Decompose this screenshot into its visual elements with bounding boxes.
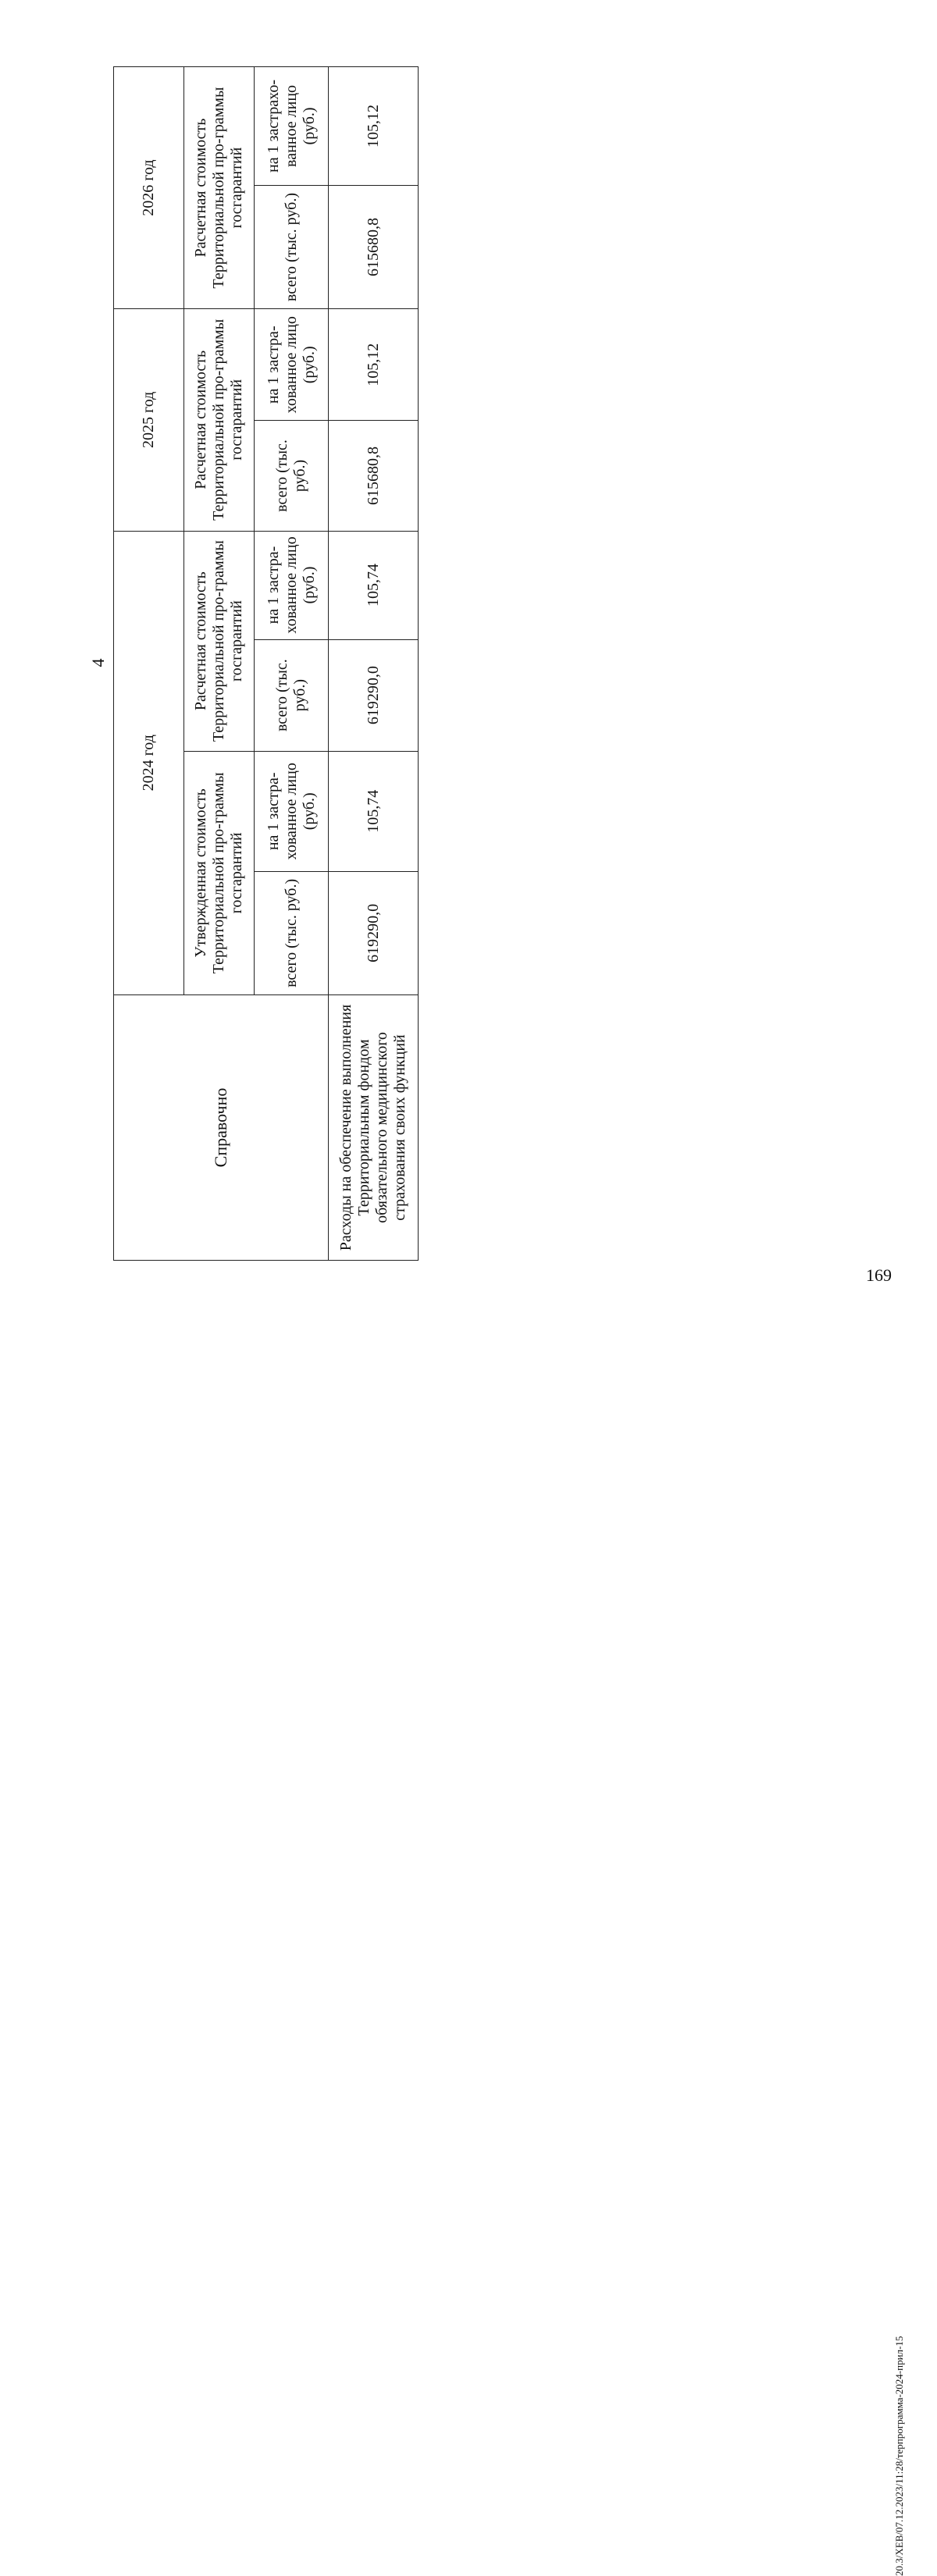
col-per-person-2025: на 1 застра-хованное лицо (руб.) bbox=[255, 308, 329, 420]
value-2024-estimated-per: 105,74 bbox=[329, 531, 419, 639]
row-label: Расходы на обеспечение выполнения Территориальным фондом обязательного медицинского страхования своих функций bbox=[329, 994, 419, 1260]
year-2025-header: 2025 год bbox=[114, 308, 184, 530]
page-number-top: 4 bbox=[88, 658, 108, 667]
estimated-2026-header: Расчетная стоимость Территориальной про-граммы госгарантий bbox=[184, 66, 255, 308]
col-total-2024a: всего (тыс. руб.) bbox=[255, 871, 329, 994]
value-2026-estimated-per: 105,12 bbox=[329, 66, 419, 185]
value-2026-estimated-total: 615680,8 bbox=[329, 185, 419, 308]
approved-2024-header: Утвержденная стоимость Территориальной про-граммы госгарантий bbox=[184, 751, 255, 994]
document-code: 20.3/ХЕВ/07.12.2023/11:28/терпрограмма-2024-прил-15 bbox=[893, 2336, 905, 2576]
col-total-2025: всего (тыс. руб.) bbox=[255, 420, 329, 530]
col-per-person-2024a: на 1 застра-хованное лицо (руб.) bbox=[255, 751, 329, 871]
year-2024-header: 2024 год bbox=[114, 531, 184, 994]
value-2024-estimated-total: 619290,0 bbox=[329, 639, 419, 751]
estimated-2024-header: Расчетная стоимость Территориальной про-граммы госгарантий bbox=[184, 531, 255, 751]
page-number-bottom: 169 bbox=[866, 1265, 892, 1285]
ref-header: Справочно bbox=[114, 994, 329, 1260]
value-2024-approved-per: 105,74 bbox=[329, 751, 419, 871]
rotated-page bbox=[20, 38, 917, 1287]
value-2024-approved-total: 619290,0 bbox=[329, 871, 419, 994]
col-total-2024b: всего (тыс. руб.) bbox=[255, 639, 329, 751]
table-row bbox=[329, 66, 419, 1260]
value-2025-estimated-total: 615680,8 bbox=[329, 420, 419, 530]
estimated-2025-header: Расчетная стоимость Территориальной про-граммы госгарантий bbox=[184, 308, 255, 530]
col-per-person-2026: на 1 застрахо-ванное лицо (руб.) bbox=[255, 66, 329, 185]
col-total-2026: всего (тыс. руб.) bbox=[255, 185, 329, 308]
reference-table bbox=[113, 66, 419, 1261]
col-per-person-2024b: на 1 застра-хованное лицо (руб.) bbox=[255, 531, 329, 639]
value-2025-estimated-per: 105,12 bbox=[329, 308, 419, 420]
year-2026-header: 2026 год bbox=[114, 66, 184, 308]
